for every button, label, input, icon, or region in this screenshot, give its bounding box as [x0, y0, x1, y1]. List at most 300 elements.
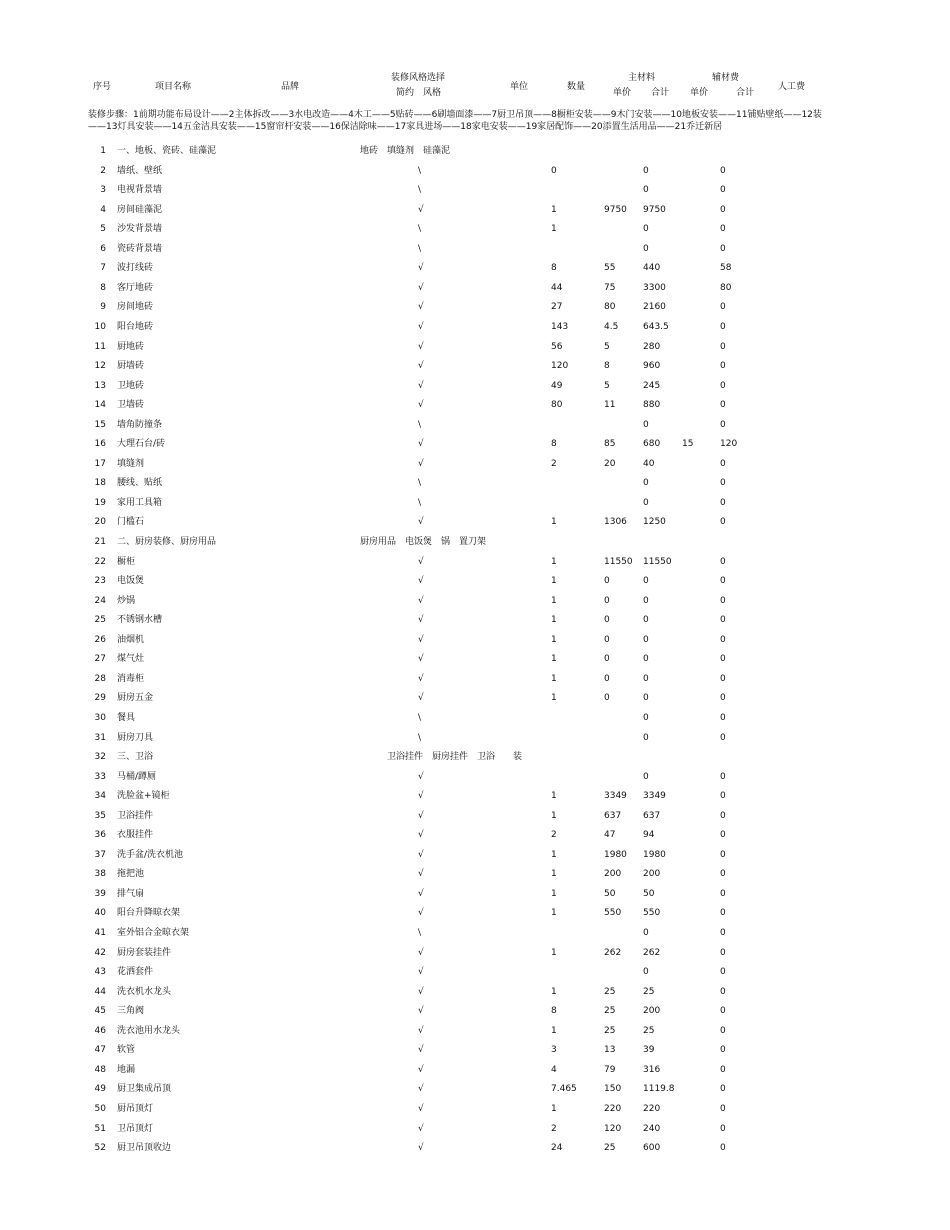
row-labor-cost: 0 — [720, 634, 726, 645]
header-main-price: 单价 — [613, 88, 632, 98]
row-number: 38 — [94, 869, 106, 880]
row-item-name: 门槛石 — [117, 517, 145, 528]
row-labor-cost: 0 — [720, 243, 726, 254]
table-row — [0, 261, 950, 275]
row-main-total: 680 — [643, 439, 661, 450]
table-row — [0, 574, 950, 588]
row-style-mark: √ — [418, 830, 424, 841]
row-main-total: 39 — [643, 1045, 655, 1056]
row-main-unit-price: 11 — [604, 400, 616, 411]
row-quantity: 1 — [551, 849, 557, 860]
table-row — [0, 809, 950, 823]
row-number: 19 — [94, 497, 106, 508]
row-quantity: 1 — [551, 791, 557, 802]
row-number: 6 — [100, 243, 106, 254]
row-number: 50 — [94, 1103, 106, 1114]
row-item-name: 厨卫吊顶收边 — [117, 1143, 172, 1154]
row-labor-cost: 0 — [720, 986, 726, 997]
row-number: 41 — [94, 928, 106, 938]
row-labor-cost: 0 — [720, 732, 726, 743]
row-main-total: 550 — [643, 908, 661, 919]
row-main-total: 643.5 — [643, 321, 669, 332]
row-number: 43 — [94, 967, 106, 978]
row-labor-cost: 0 — [720, 576, 726, 587]
row-number: 45 — [94, 1006, 106, 1017]
row-labor-cost: 0 — [720, 791, 726, 802]
row-style-mark: √ — [418, 634, 424, 645]
table-row — [0, 750, 950, 764]
row-labor-cost: 0 — [720, 869, 726, 880]
row-style-mark: \ — [418, 224, 422, 235]
row-style-mark: √ — [418, 791, 424, 802]
table-row — [0, 340, 950, 354]
table-row — [0, 535, 950, 549]
row-main-total: 0 — [643, 478, 649, 489]
row-number: 46 — [94, 1025, 106, 1036]
row-style-mark: √ — [418, 967, 424, 978]
row-number: 52 — [94, 1143, 106, 1154]
row-item-name: 电视背景墙 — [117, 185, 163, 196]
row-number: 21 — [94, 537, 106, 547]
row-main-total: 200 — [643, 869, 661, 880]
row-main-unit-price: 200 — [604, 869, 622, 880]
row-style-mark: \ — [418, 928, 422, 938]
row-labor-cost: 0 — [720, 693, 726, 704]
row-main-unit-price: 220 — [604, 1103, 622, 1114]
row-item-name: 一、地板、瓷砖、硅藻泥 — [117, 146, 217, 156]
row-labor-cost: 0 — [720, 595, 726, 606]
row-main-total: 0 — [643, 771, 649, 782]
row-labor-cost: 0 — [720, 673, 726, 684]
row-main-unit-price: 13 — [604, 1045, 616, 1056]
row-item-name: 客厅地砖 — [117, 282, 154, 293]
row-style-mark: √ — [418, 888, 424, 899]
row-style-mark: √ — [418, 849, 424, 860]
table-row — [0, 1004, 950, 1018]
row-main-unit-price: 1306 — [604, 517, 627, 528]
table-row — [0, 418, 950, 432]
table-row — [0, 203, 950, 217]
row-quantity: 1 — [551, 204, 557, 215]
row-style-mark: √ — [418, 1064, 424, 1075]
row-item-name: 电饭煲 — [117, 576, 145, 587]
table-row — [0, 515, 950, 529]
table-row — [0, 164, 950, 178]
row-item-name: 瓷砖背景墙 — [117, 243, 163, 254]
row-main-unit-price: 75 — [604, 282, 616, 293]
row-style-mark: √ — [418, 321, 424, 332]
row-item-name: 厨房套装挂件 — [117, 947, 172, 958]
row-main-unit-price: 262 — [604, 947, 622, 958]
row-number: 51 — [94, 1123, 106, 1134]
row-style-mark: √ — [418, 693, 424, 704]
row-style-mark: √ — [418, 302, 424, 313]
header-style-style: 风格 — [423, 88, 442, 98]
table-row — [0, 457, 950, 471]
row-item-name: 油烟机 — [117, 634, 145, 645]
row-style-mark: √ — [418, 439, 424, 450]
table-row — [0, 1082, 950, 1096]
row-main-total: 0 — [643, 224, 649, 235]
row-main-unit-price: 11550 — [604, 556, 633, 567]
row-labor-cost: 0 — [720, 1006, 726, 1017]
row-main-unit-price: 20 — [604, 458, 616, 469]
row-item-name: 二、厨房装修、厨房用品 — [117, 537, 217, 547]
table-row — [0, 946, 950, 960]
table-row — [0, 652, 950, 666]
table-row — [0, 281, 950, 295]
row-style-mark: √ — [418, 576, 424, 587]
row-brand: 地砖 填缝剂 硅藻泥 — [360, 146, 451, 156]
row-style-mark: √ — [418, 517, 424, 528]
row-main-unit-price: 0 — [604, 634, 610, 645]
row-item-name: 衣服挂件 — [117, 830, 154, 841]
table-row — [0, 633, 950, 647]
row-brand: 厨房用品 电饭煲 锅 置刀架 — [360, 537, 487, 547]
row-main-unit-price: 47 — [604, 830, 616, 841]
row-item-name: 洗衣池用水龙头 — [117, 1025, 181, 1036]
row-quantity: 120 — [551, 361, 569, 372]
row-item-name: 炒锅 — [117, 595, 136, 606]
row-item-name: 橱柜 — [117, 556, 136, 567]
row-quantity: 2 — [551, 830, 557, 841]
table-row — [0, 555, 950, 569]
row-style-mark: √ — [418, 771, 424, 782]
table-row — [0, 770, 950, 784]
row-style-mark: \ — [418, 497, 422, 508]
row-aux-price: 15 — [682, 439, 694, 450]
table-row — [0, 926, 950, 940]
row-item-name: 地漏 — [117, 1064, 136, 1075]
row-main-total: 40 — [643, 458, 655, 469]
row-quantity: 143 — [551, 321, 569, 332]
row-main-unit-price: 550 — [604, 908, 622, 919]
row-item-name: 墙角防撞条 — [117, 419, 163, 430]
row-number: 23 — [94, 576, 106, 587]
row-number: 28 — [94, 673, 106, 684]
row-labor-cost: 0 — [720, 224, 726, 235]
row-item-name: 厨卫集成吊顶 — [117, 1084, 172, 1095]
table-row — [0, 300, 950, 314]
row-main-total: 960 — [643, 361, 661, 372]
row-main-total: 0 — [643, 243, 649, 254]
row-style-mark: √ — [418, 204, 424, 215]
row-item-name: 卫地砖 — [117, 380, 145, 391]
row-quantity: 1 — [551, 224, 557, 235]
row-main-unit-price: 25 — [604, 1006, 616, 1017]
header-unit: 单位 — [510, 82, 529, 92]
row-number: 32 — [94, 752, 106, 763]
row-main-total: 0 — [643, 693, 649, 704]
row-number: 37 — [94, 849, 106, 860]
row-main-total: 3300 — [643, 282, 666, 293]
row-item-name: 沙发背景墙 — [117, 224, 163, 235]
row-main-total: 0 — [643, 185, 649, 196]
row-main-unit-price: 150 — [604, 1084, 622, 1095]
row-number: 31 — [94, 732, 106, 743]
table-row — [0, 359, 950, 373]
row-main-total: 0 — [643, 654, 649, 665]
table-row — [0, 691, 950, 705]
row-labor-cost: 0 — [720, 712, 726, 723]
row-number: 2 — [100, 165, 106, 176]
row-item-name: 厨墙砖 — [117, 361, 145, 372]
row-number: 7 — [100, 263, 106, 274]
row-labor-cost: 0 — [720, 185, 726, 196]
row-style-mark: √ — [418, 908, 424, 919]
row-main-total: 1980 — [643, 849, 666, 860]
row-number: 40 — [94, 908, 106, 919]
row-item-name: 家用工具箱 — [117, 497, 163, 508]
row-item-name: 卫浴挂件 — [117, 810, 154, 821]
row-item-name: 洗脸盆+镜柜 — [117, 791, 170, 802]
row-labor-cost: 0 — [720, 1123, 726, 1134]
row-quantity: 1 — [551, 888, 557, 899]
row-number: 18 — [94, 478, 106, 489]
row-main-unit-price: 5 — [604, 380, 610, 391]
row-item-name: 花洒套件 — [117, 967, 154, 978]
row-style-mark: √ — [418, 458, 424, 469]
row-item-name: 三角阀 — [117, 1006, 145, 1017]
row-number: 16 — [94, 439, 106, 450]
row-number: 13 — [94, 380, 106, 391]
table-row — [0, 398, 950, 412]
row-quantity: 1 — [551, 654, 557, 665]
row-quantity: 1 — [551, 947, 557, 958]
row-number: 5 — [100, 224, 106, 235]
row-item-name: 拖把池 — [117, 869, 145, 880]
row-number: 9 — [100, 302, 106, 313]
row-labor-cost: 0 — [720, 302, 726, 313]
row-style-mark: √ — [418, 986, 424, 997]
row-main-unit-price: 0 — [604, 693, 610, 704]
row-main-unit-price: 0 — [604, 595, 610, 606]
row-main-unit-price: 637 — [604, 810, 622, 821]
row-main-total: 0 — [643, 634, 649, 645]
row-number: 10 — [94, 321, 106, 332]
row-number: 12 — [94, 361, 106, 372]
row-item-name: 消毒柜 — [117, 673, 145, 684]
row-item-name: 餐具 — [117, 712, 136, 723]
row-number: 14 — [94, 400, 106, 411]
row-quantity: 1 — [551, 810, 557, 821]
row-number: 30 — [94, 712, 106, 723]
row-style-mark: √ — [418, 1025, 424, 1036]
row-main-total: 262 — [643, 947, 661, 958]
row-style-mark: √ — [418, 400, 424, 411]
row-item-name: 阳台升降晾衣架 — [117, 908, 181, 919]
row-number: 39 — [94, 888, 106, 899]
table-row — [0, 1122, 950, 1136]
header-name: 项目名称 — [155, 82, 192, 92]
row-item-name: 室外铝合金晾衣架 — [117, 928, 190, 938]
row-main-total: 0 — [643, 712, 649, 723]
row-number: 47 — [94, 1045, 106, 1056]
header-no: 序号 — [93, 82, 112, 92]
row-main-unit-price: 55 — [604, 263, 616, 274]
row-style-mark: √ — [418, 1006, 424, 1017]
row-labor-cost: 120 — [720, 439, 738, 450]
row-labor-cost: 0 — [720, 1143, 726, 1154]
row-style-mark: \ — [418, 419, 422, 430]
row-main-unit-price: 1980 — [604, 849, 627, 860]
row-labor-cost: 0 — [720, 947, 726, 958]
row-main-total: 880 — [643, 400, 661, 411]
header-style-simple: 简约 — [396, 88, 415, 98]
table-row — [0, 711, 950, 725]
row-style-mark: √ — [418, 595, 424, 606]
table-row — [0, 828, 950, 842]
table-row — [0, 496, 950, 510]
row-quantity: 1 — [551, 869, 557, 880]
row-labor-cost: 0 — [720, 615, 726, 626]
row-main-unit-price: 25 — [604, 986, 616, 997]
row-labor-cost: 0 — [720, 321, 726, 332]
row-number: 35 — [94, 810, 106, 821]
row-number: 27 — [94, 654, 106, 665]
row-main-total: 240 — [643, 1123, 661, 1134]
row-main-unit-price: 50 — [604, 888, 616, 899]
row-main-unit-price: 4.5 — [604, 321, 619, 332]
header-style: 装修风格选择 — [391, 73, 446, 83]
row-main-unit-price: 80 — [604, 302, 616, 313]
row-style-mark: \ — [418, 165, 422, 176]
row-labor-cost: 0 — [720, 419, 726, 430]
row-number: 33 — [94, 771, 106, 782]
row-style-mark: √ — [418, 869, 424, 880]
row-number: 48 — [94, 1064, 106, 1075]
row-number: 17 — [94, 458, 106, 469]
row-style-mark: √ — [418, 947, 424, 958]
row-main-total: 637 — [643, 810, 661, 821]
row-quantity: 1 — [551, 693, 557, 704]
header-main-total: 合计 — [651, 88, 670, 98]
row-style-mark: √ — [418, 380, 424, 391]
row-main-total: 25 — [643, 1025, 655, 1036]
row-main-total: 0 — [643, 576, 649, 587]
row-style-mark: √ — [418, 673, 424, 684]
row-number: 24 — [94, 595, 106, 606]
table-row — [0, 476, 950, 490]
row-labor-cost: 0 — [720, 1103, 726, 1114]
row-quantity: 44 — [551, 282, 563, 293]
row-main-total: 280 — [643, 341, 661, 352]
row-item-name: 腰线、贴纸 — [117, 478, 163, 489]
row-item-name: 大理石台/砖 — [117, 439, 166, 450]
row-main-total: 50 — [643, 888, 655, 899]
row-labor-cost: 0 — [720, 478, 726, 489]
table-row — [0, 1063, 950, 1077]
row-number: 3 — [100, 185, 106, 196]
row-quantity: 8 — [551, 439, 557, 450]
row-style-mark: √ — [418, 1084, 424, 1095]
row-quantity: 4 — [551, 1064, 557, 1075]
table-row — [0, 594, 950, 608]
row-quantity: 1 — [551, 986, 557, 997]
row-style-mark: √ — [418, 1103, 424, 1114]
row-item-name: 排气扇 — [117, 888, 145, 899]
table-row — [0, 906, 950, 920]
row-item-name: 厨吊顶灯 — [117, 1103, 154, 1114]
row-labor-cost: 0 — [720, 1025, 726, 1036]
row-main-unit-price: 0 — [604, 615, 610, 626]
row-labor-cost: 0 — [720, 458, 726, 469]
row-style-mark: √ — [418, 615, 424, 626]
header-labor: 人工费 — [778, 82, 806, 92]
row-labor-cost: 0 — [720, 497, 726, 508]
row-labor-cost: 0 — [720, 400, 726, 411]
row-number: 15 — [94, 419, 106, 430]
row-number: 42 — [94, 947, 106, 958]
row-item-name: 房间硅藻泥 — [117, 204, 163, 215]
row-quantity: 1 — [551, 576, 557, 587]
table-row — [0, 731, 950, 745]
row-main-total: 2160 — [643, 302, 666, 313]
row-item-name: 洗衣机水龙头 — [117, 986, 172, 997]
row-main-total: 0 — [643, 928, 649, 938]
row-main-unit-price: 25 — [604, 1143, 616, 1154]
row-quantity: 1 — [551, 634, 557, 645]
row-labor-cost: 0 — [720, 1084, 726, 1095]
row-style-mark: √ — [418, 1045, 424, 1056]
row-main-total: 1250 — [643, 517, 666, 528]
row-main-total: 3349 — [643, 791, 666, 802]
row-item-name: 阳台地砖 — [117, 321, 154, 332]
row-main-unit-price: 9750 — [604, 204, 627, 215]
table-row — [0, 1024, 950, 1038]
table-row — [0, 320, 950, 334]
row-labor-cost: 0 — [720, 810, 726, 821]
row-item-name: 房间地砖 — [117, 302, 154, 313]
row-item-name: 三、卫浴 — [117, 752, 154, 763]
row-quantity: 1 — [551, 595, 557, 606]
header-qty: 数量 — [567, 82, 586, 92]
row-labor-cost: 0 — [720, 204, 726, 215]
row-main-total: 600 — [643, 1143, 661, 1154]
row-item-name: 墙纸、壁纸 — [117, 165, 163, 176]
row-main-total: 25 — [643, 986, 655, 997]
table-row — [0, 144, 950, 158]
row-labor-cost: 58 — [720, 263, 732, 274]
row-number: 49 — [94, 1084, 106, 1095]
row-quantity: 1 — [551, 1103, 557, 1114]
row-main-total: 0 — [643, 165, 649, 176]
row-number: 20 — [94, 517, 106, 528]
row-style-mark: \ — [418, 185, 422, 196]
row-main-unit-price: 85 — [604, 439, 616, 450]
row-number: 44 — [94, 986, 106, 997]
row-main-total: 440 — [643, 263, 661, 274]
row-labor-cost: 0 — [720, 888, 726, 899]
row-quantity: 1 — [551, 517, 557, 528]
row-item-name: 马桶/蹲厕 — [117, 771, 157, 782]
row-main-total: 0 — [643, 595, 649, 606]
table-row — [0, 1141, 950, 1155]
table-row — [0, 183, 950, 197]
row-number: 1 — [100, 146, 106, 156]
header-brand: 品牌 — [281, 82, 300, 92]
row-quantity: 80 — [551, 400, 563, 411]
row-quantity: 1 — [551, 615, 557, 626]
row-number: 25 — [94, 615, 106, 626]
row-main-unit-price: 79 — [604, 1064, 616, 1075]
row-quantity: 49 — [551, 380, 563, 391]
table-row — [0, 1102, 950, 1116]
row-number: 26 — [94, 634, 106, 645]
row-number: 36 — [94, 830, 106, 841]
table-row — [0, 867, 950, 881]
row-main-total: 9750 — [643, 204, 666, 215]
